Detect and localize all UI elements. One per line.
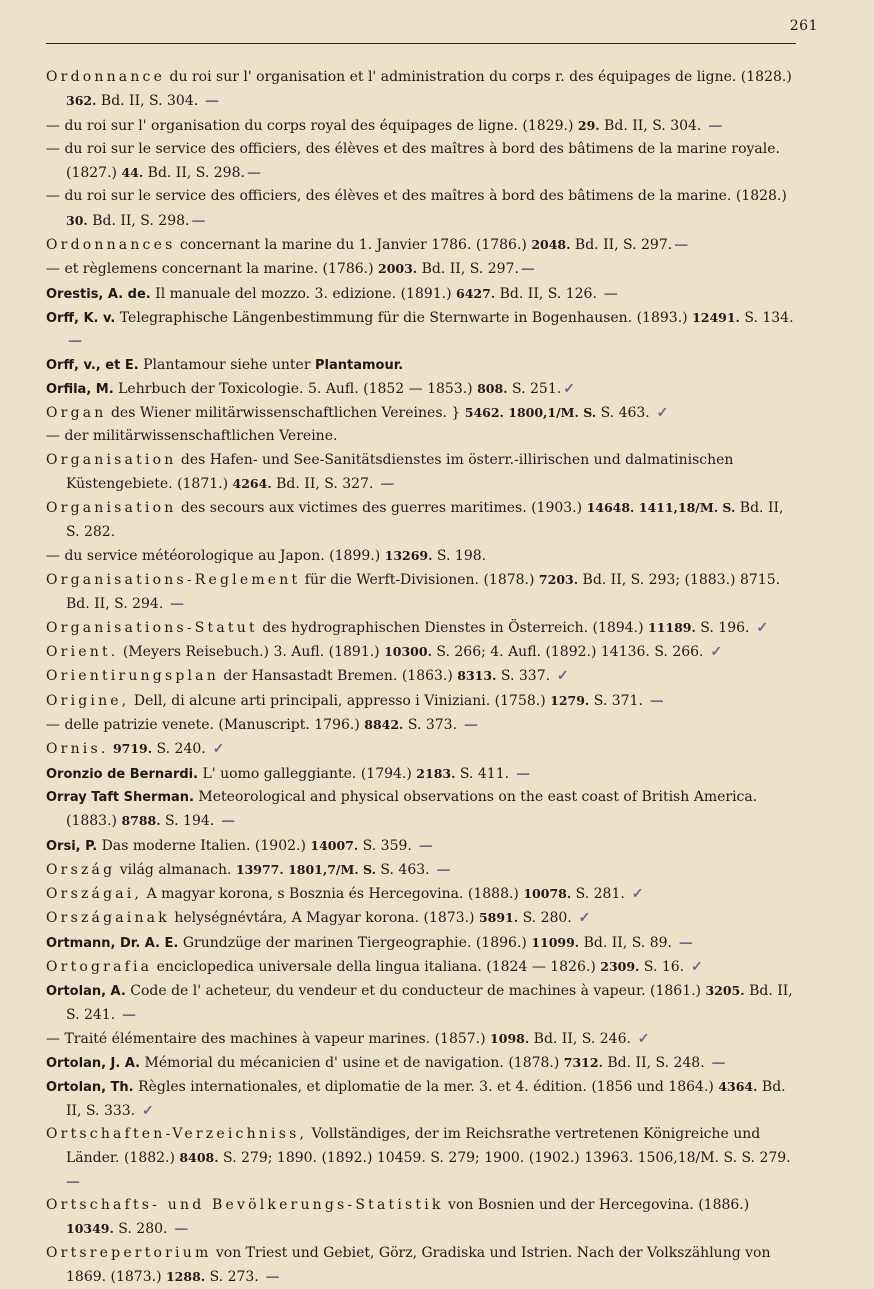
check-mark-icon: — bbox=[598, 285, 618, 302]
entry-catalog-number: 2309. bbox=[600, 958, 640, 974]
check-mark-icon: — bbox=[673, 934, 693, 951]
check-mark-icon: — bbox=[431, 861, 451, 878]
entry-text: Il manuale del mozzo. 3. edizione. (1891.) bbox=[150, 285, 457, 302]
entry-heading: Ortmann, Dr. A. E. bbox=[46, 935, 179, 951]
entry-reference: Bd. II, S. 89. bbox=[579, 934, 672, 951]
entry-reference: S. 279; 1890. (1892.) 10459. S. 279; 1900. (1902.) 13963. 1506,18/M. S. S. 279. bbox=[218, 1150, 791, 1167]
entry-text: Grundzüge der marinen Tiergeographie. (1896.) bbox=[178, 934, 532, 951]
catalog-entry bbox=[46, 834, 794, 858]
entry-heading: Ordonnances bbox=[46, 237, 176, 254]
entry-heading: Orray Taft Sherman. bbox=[46, 789, 194, 805]
entry-text: delle patrizie venete. (Manuscript. 1796.) bbox=[60, 717, 365, 734]
entry-catalog-number: 12491. bbox=[692, 309, 740, 325]
check-mark-icon: — bbox=[66, 1173, 80, 1190]
check-mark-icon: ✓ bbox=[573, 910, 591, 927]
header-rule bbox=[46, 43, 796, 44]
entry-reference: S. 411. bbox=[455, 765, 510, 782]
entry-heading: Ornis. bbox=[46, 741, 109, 758]
check-mark-icon: ✓ bbox=[626, 886, 644, 903]
entry-catalog-number: 8788. bbox=[121, 813, 161, 829]
entry-reference: S. 194. bbox=[160, 813, 215, 830]
entry-reference: S. 198. bbox=[432, 547, 487, 564]
entry-heading: Ország bbox=[46, 861, 116, 878]
check-mark-icon: — bbox=[644, 692, 664, 709]
entry-catalog-number: 13977. 1801,7/M. S. bbox=[235, 861, 376, 877]
catalog-entry bbox=[46, 762, 794, 786]
entry-text: Meteorological and physical observations on the east coast of British America. (1883.) bbox=[66, 788, 758, 830]
entry-text: du service météorologique au Japon. (1899.) bbox=[60, 547, 385, 564]
entry-text: von Bosnien und der Hercegovina. (1886.) bbox=[443, 1196, 750, 1213]
entry-catalog-number: 8842. bbox=[364, 717, 404, 733]
page-number: 261 bbox=[789, 18, 818, 34]
check-mark-icon: ✓ bbox=[563, 380, 575, 397]
entry-text: (Meyers Reisebuch.) 3. Aufl. (1891.) bbox=[118, 644, 385, 661]
entry-heading: Ortschaften-Verzeichniss, bbox=[46, 1126, 308, 1143]
entry-catalog-number: 1288. bbox=[165, 1268, 206, 1284]
catalog-entry bbox=[46, 1051, 794, 1075]
catalog-entry bbox=[46, 257, 794, 281]
entry-reference: Bd. II, S. 246. bbox=[529, 1030, 631, 1047]
check-mark-icon: — bbox=[703, 117, 723, 134]
entry-catalog-number: 5462. 1800,1/M. S. bbox=[464, 405, 597, 421]
entry-text: helységnévtára, A Magyar korona. (1873.) bbox=[169, 910, 479, 927]
entry-reference: Bd. II, S. 248. bbox=[602, 1055, 705, 1072]
catalog-entry bbox=[46, 979, 794, 1027]
check-mark-icon: — bbox=[674, 237, 689, 254]
entry-reference: S. 240. bbox=[152, 741, 206, 758]
catalog-entry bbox=[46, 1027, 794, 1051]
entry-text: des secours aux victimes des guerres maritimes. (1903.) bbox=[176, 500, 587, 517]
entry-catalog-number: 7203. bbox=[538, 572, 579, 588]
check-mark-icon: — bbox=[520, 261, 535, 278]
entry-heading: — bbox=[46, 1030, 60, 1047]
catalog-entry bbox=[46, 640, 794, 664]
check-mark-icon: — bbox=[459, 717, 478, 734]
check-mark-icon: — bbox=[246, 165, 261, 182]
catalog-entry bbox=[46, 401, 794, 425]
entry-reference: S. 251. bbox=[507, 380, 562, 397]
entry-catalog-number: 10300. bbox=[384, 644, 432, 660]
entry-heading: Organisations-Reglement bbox=[46, 572, 301, 589]
entry-text: Dell, di alcune arti principali, appresso i Viniziani. (1758.) bbox=[129, 692, 551, 709]
catalog-entry bbox=[46, 737, 794, 761]
entry-reference: S. 463. bbox=[596, 405, 650, 422]
entry-reference: S. 266; 4. Aufl. (1892.) 14136. S. 266. bbox=[431, 644, 704, 661]
entry-catalog-number: 1098. bbox=[490, 1030, 530, 1046]
entry-reference: S. 371. bbox=[589, 692, 643, 709]
check-mark-icon: — bbox=[260, 1268, 280, 1285]
entry-catalog-number: 1279. bbox=[550, 692, 590, 708]
entry-heading: Ortolan, A. bbox=[46, 984, 126, 1000]
entry-heading: Oronzio de Bernardi. bbox=[46, 766, 199, 782]
entry-heading: — bbox=[46, 428, 60, 445]
entry-heading: Organisation bbox=[46, 451, 177, 468]
entry-catalog-number: 4364. bbox=[718, 1079, 758, 1095]
entry-reference: Bd. II, S. 297. bbox=[417, 261, 519, 278]
catalog-entry bbox=[46, 354, 794, 377]
check-mark-icon: — bbox=[375, 476, 395, 493]
catalog-entry bbox=[46, 185, 794, 233]
entry-reference: S. 196. bbox=[695, 619, 750, 636]
catalog-entry bbox=[46, 1194, 794, 1242]
entry-catalog-number: 362. bbox=[66, 93, 97, 109]
entry-catalog-number: 4264. bbox=[232, 476, 272, 492]
catalog-entry bbox=[46, 544, 794, 568]
entry-reference: S. 16. bbox=[639, 958, 685, 975]
entry-heading: — bbox=[46, 717, 60, 734]
catalog-entry bbox=[46, 858, 794, 882]
catalog-entry bbox=[46, 664, 794, 688]
entry-text: Mémorial du mécanicien d' usine et de navigation. (1878.) bbox=[140, 1055, 564, 1072]
entry-catalog-number: 11189. bbox=[648, 619, 696, 635]
entry-reference: S. 280. bbox=[113, 1221, 168, 1238]
entry-heading: — bbox=[46, 188, 60, 205]
entry-catalog-number: 44. bbox=[121, 165, 144, 181]
catalog-entry bbox=[46, 616, 794, 640]
catalog-entry bbox=[46, 931, 794, 955]
entry-heading: Ortolan, Th. bbox=[46, 1080, 134, 1096]
entry-text: enciclopedica universale della lingua italiana. (1824 — 1826.) bbox=[152, 958, 601, 975]
catalog-entry bbox=[46, 66, 794, 114]
entry-text: von Triest und Gebiet, Görz, Gradiska und Istrien. Nach der Volkszählung von 1869. (1873.) bbox=[66, 1244, 771, 1285]
entry-catalog-number: 2048. bbox=[531, 237, 571, 253]
entry-catalog-number: 10078. bbox=[523, 886, 572, 902]
check-mark-icon: ✓ bbox=[686, 958, 703, 975]
check-mark-icon: ✓ bbox=[651, 405, 669, 422]
catalog-entry bbox=[46, 568, 794, 616]
entry-catalog-number: 14007. bbox=[310, 837, 359, 853]
check-mark-icon: — bbox=[117, 1006, 137, 1023]
catalog-entry bbox=[46, 138, 794, 186]
entry-heading: Ortsrepertorium bbox=[46, 1244, 212, 1261]
entry-heading: Ortschafts- und Bevölkerungs-Statistik bbox=[46, 1196, 444, 1213]
entry-heading: Orientirungsplan bbox=[46, 668, 219, 685]
check-mark-icon: — bbox=[706, 1055, 726, 1072]
entry-catalog-number: 5891. bbox=[478, 910, 519, 926]
check-mark-icon: ✓ bbox=[632, 1030, 650, 1047]
entry-reference: Plantamour. bbox=[315, 357, 404, 373]
entry-catalog-number: 29. bbox=[577, 117, 600, 133]
entry-catalog-number: 8313. bbox=[457, 668, 497, 684]
entry-catalog-number: 8408. bbox=[179, 1150, 219, 1166]
entry-reference: S. 134. bbox=[739, 309, 794, 326]
entry-text: L' uomo galleggiante. (1794.) bbox=[198, 765, 417, 782]
entry-text: Das moderne Italien. (1902.) bbox=[97, 837, 311, 854]
entry-reference: Bd. II, S. 333. bbox=[66, 1079, 786, 1119]
entry-text: Code de l' acheteur, du vendeur et du conducteur de machines à vapeur. (1861.) bbox=[125, 983, 706, 1000]
entry-heading: Ordonnance bbox=[46, 69, 166, 85]
catalog-entry bbox=[46, 955, 794, 979]
entry-heading: Organisation bbox=[46, 500, 177, 517]
entry-text: des Wiener militärwissenschaftlichen Vereines. } bbox=[106, 405, 465, 422]
entry-heading: Orff, K. v. bbox=[46, 310, 116, 326]
check-mark-icon: — bbox=[191, 212, 206, 229]
entry-reference: Bd. II, S. 126. bbox=[495, 285, 597, 302]
entry-reference: Bd. II, S. 293; (1883.) 8715. Bd. II, S. 294. bbox=[66, 572, 781, 612]
entry-heading: Országai, bbox=[46, 886, 143, 903]
catalog-entry bbox=[46, 496, 794, 544]
entry-reference: S. 463. bbox=[375, 861, 430, 878]
catalog-entry bbox=[46, 425, 794, 448]
entry-text: du roi sur le service des officiers, des élèves et des maîtres à bord des bâtimens de la marine royale. (1827.) bbox=[60, 140, 780, 182]
entry-reference: Bd. II, S. 298. bbox=[143, 165, 245, 182]
entry-heading: Orient. bbox=[46, 644, 119, 661]
entry-heading: Orff, v., et E. bbox=[46, 357, 139, 373]
entry-heading: — bbox=[46, 140, 60, 157]
entry-reference: Bd. II, S. 304. bbox=[96, 93, 199, 110]
entry-reference: Bd. II, S. 241. bbox=[66, 983, 793, 1023]
entry-heading: Ortografia bbox=[46, 958, 153, 975]
check-mark-icon: — bbox=[216, 813, 236, 830]
entry-catalog-number: 7312. bbox=[563, 1055, 603, 1071]
check-mark-icon: — bbox=[511, 765, 530, 782]
entry-reference: S. 359. bbox=[358, 837, 412, 854]
entry-text: du roi sur le service des officiers, des élèves et des maîtres à bord des bâtimens de la marine. (1828.) bbox=[60, 188, 787, 205]
entry-text: Plantamour siehe unter bbox=[138, 356, 315, 373]
entry-reference: Bd. II, S. 282. bbox=[66, 500, 784, 540]
entry-catalog-number: 6427. bbox=[456, 285, 496, 301]
check-mark-icon: — bbox=[413, 837, 433, 854]
check-mark-icon: ✓ bbox=[137, 1102, 154, 1119]
check-mark-icon: — bbox=[68, 333, 82, 350]
entry-reference: S. 281. bbox=[571, 886, 625, 903]
entry-heading: Origine, bbox=[46, 692, 130, 709]
entry-heading: Orfila, M. bbox=[46, 381, 114, 397]
entry-text: der Hansastadt Bremen. (1863.) bbox=[218, 668, 458, 685]
catalog-entry bbox=[46, 1075, 794, 1123]
entry-catalog-number: 11099. bbox=[531, 934, 580, 950]
check-mark-icon: — bbox=[169, 1221, 189, 1238]
catalog-entry bbox=[46, 689, 794, 713]
check-mark-icon: ✓ bbox=[552, 668, 569, 685]
check-mark-icon: ✓ bbox=[705, 644, 723, 661]
entry-reference: Bd. II, S. 304. bbox=[599, 117, 702, 134]
entry-heading: — bbox=[46, 261, 60, 278]
entry-catalog-number: 9719. bbox=[112, 741, 153, 757]
entry-text: Lehrbuch der Toxicologie. 5. Aufl. (1852 — 1853.) bbox=[113, 380, 478, 397]
entry-text: concernant la marine du 1. Janvier 1786. (1786.) bbox=[175, 237, 532, 254]
catalog-entry bbox=[46, 449, 794, 497]
entry-catalog-number: 30. bbox=[66, 212, 88, 228]
entry-text: A magyar korona, s Bosznia és Hercegovina. (1888.) bbox=[142, 886, 524, 903]
catalog-entry bbox=[46, 233, 794, 257]
entry-text: du roi sur l' organisation et l' administration du corps r. des équipages de ligne. (1828.) bbox=[165, 69, 792, 85]
entry-heading: Orestis, A. de. bbox=[46, 286, 151, 302]
entry-reference: S. 337. bbox=[496, 668, 551, 685]
entry-heading: Országainak bbox=[46, 910, 170, 927]
entry-reference: Bd. II, S. 327. bbox=[271, 476, 374, 493]
entry-reference: Bd. II, S. 297. bbox=[570, 237, 673, 254]
entry-heading: Organisations-Statut bbox=[46, 619, 258, 636]
entry-catalog-number: 2003. bbox=[378, 261, 418, 277]
catalog-entry bbox=[46, 906, 794, 930]
check-mark-icon: ✓ bbox=[751, 619, 769, 636]
entry-text: Règles internationales, et diplomatie de la mer. 3. et 4. édition. (1856 und 1864.) bbox=[133, 1079, 719, 1096]
entry-heading: Organ bbox=[46, 405, 107, 422]
entry-reference: S. 273. bbox=[205, 1268, 259, 1285]
entry-text: Vollständiges, der im Reichsrathe vertretenen Königreiche und Länder. (1882.) bbox=[66, 1126, 761, 1167]
catalog-entry bbox=[46, 1242, 794, 1289]
entry-text: világ almanach. bbox=[115, 861, 236, 878]
entry-catalog-number: 808. bbox=[477, 380, 508, 396]
entry-catalog-number: 13269. bbox=[384, 547, 433, 563]
check-mark-icon: — bbox=[165, 595, 185, 612]
entry-heading: Ortolan, J. A. bbox=[46, 1056, 141, 1072]
entry-catalog-number: 10349. bbox=[66, 1221, 114, 1237]
entry-heading: — bbox=[46, 547, 60, 564]
check-mark-icon: — bbox=[200, 93, 220, 110]
entry-catalog-number: 2183. bbox=[416, 765, 456, 781]
catalog-entries bbox=[46, 66, 794, 1289]
catalog-entry bbox=[46, 377, 794, 401]
entry-text: et règlemens concernant la marine. (1786.) bbox=[60, 261, 379, 278]
entry-text: du roi sur l' organisation du corps royal des équipages de ligne. (1829.) bbox=[60, 117, 578, 134]
entry-heading: — bbox=[46, 117, 60, 134]
entry-text: Telegraphische Längenbestimmung für die Sternwarte in Bogenhausen. (1893.) bbox=[115, 309, 693, 326]
catalog-entry bbox=[46, 713, 794, 737]
entry-text: des Hafen- und See-Sanitätsdienstes im österr.-illirischen und dalmatinischen Küstengebiete. (1871.) bbox=[66, 451, 734, 493]
entry-catalog-number: 14648. 1411,18/M. S. bbox=[586, 500, 736, 516]
catalog-entry bbox=[46, 882, 794, 906]
entry-catalog-number: 3205. bbox=[705, 983, 745, 999]
entry-text: des hydrographischen Dienstes in Österreich. (1894.) bbox=[257, 619, 649, 636]
entry-text: für die Werft-Divisionen. (1878.) bbox=[300, 572, 539, 589]
entry-reference: Bd. II, S. 298. bbox=[87, 212, 190, 229]
catalog-entry bbox=[46, 786, 794, 834]
entry-text: der militärwissenschaftlichen Vereine. bbox=[60, 428, 338, 445]
entry-heading: Orsi, P. bbox=[46, 838, 98, 854]
catalog-entry bbox=[46, 114, 794, 138]
catalog-entry bbox=[46, 282, 794, 306]
check-mark-icon: ✓ bbox=[207, 741, 225, 758]
catalog-entry bbox=[46, 1123, 794, 1194]
entry-reference: S. 373. bbox=[403, 717, 458, 734]
entry-text: Traité élémentaire des machines à vapeur marines. (1857.) bbox=[60, 1030, 491, 1047]
entry-reference: S. 280. bbox=[518, 910, 572, 927]
catalog-entry bbox=[46, 306, 794, 354]
